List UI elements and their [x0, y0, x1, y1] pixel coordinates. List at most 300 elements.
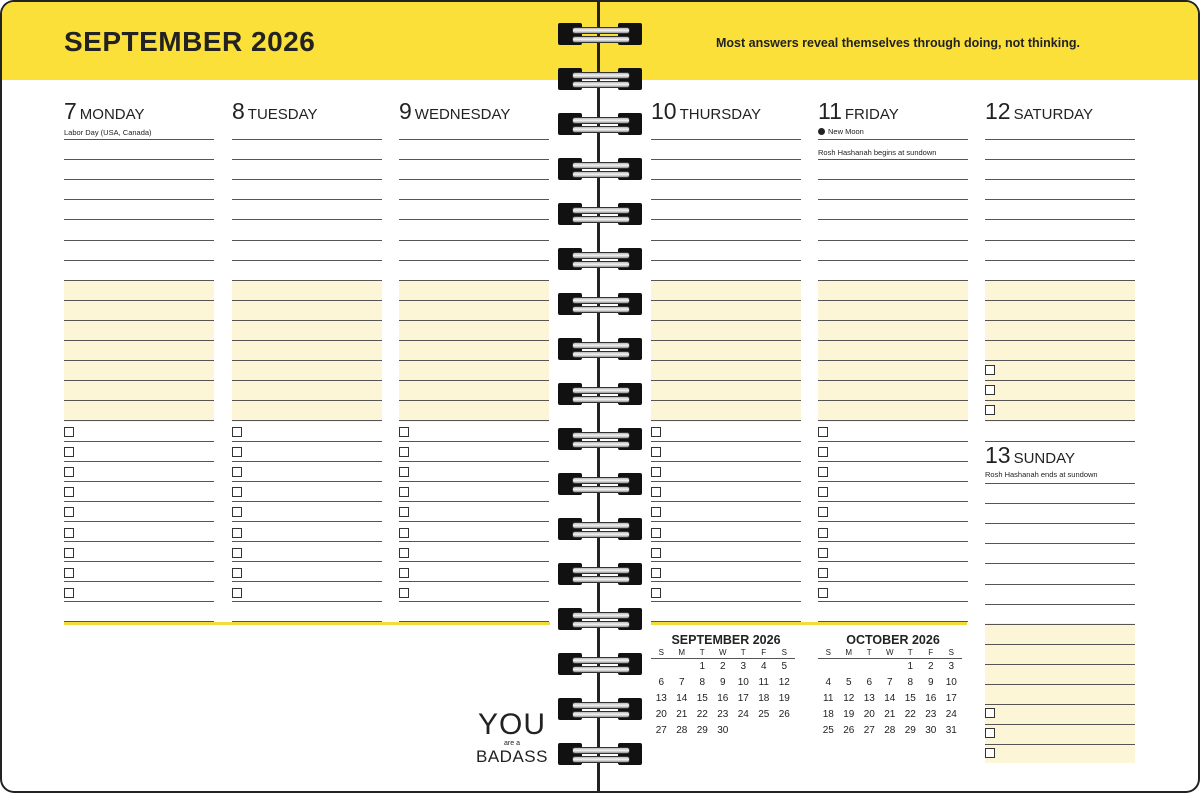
weekday-header: T [740, 648, 746, 657]
ruled-line [985, 624, 1135, 625]
ruled-line [651, 541, 801, 542]
ruled-line [818, 260, 968, 261]
binding-coil [558, 608, 642, 630]
calendar-date: 12 [843, 693, 855, 704]
calendar-date: 27 [863, 725, 875, 736]
binding-coil [558, 563, 642, 585]
binding-coil [558, 698, 642, 720]
ruled-line [64, 501, 214, 502]
section-divider [651, 622, 967, 625]
weekday-header: S [781, 648, 787, 657]
ruled-line [985, 604, 1135, 605]
ruled-line [232, 501, 382, 502]
ruled-line [399, 300, 549, 301]
ruled-line [232, 481, 382, 482]
ruled-line [399, 541, 549, 542]
task-checkbox[interactable] [232, 447, 242, 457]
ruled-line [985, 199, 1135, 200]
ruled-line [651, 521, 801, 522]
ruled-line [818, 199, 968, 200]
calendar-date: 22 [904, 709, 916, 720]
day-header [64, 98, 145, 125]
ruled-line [985, 744, 1135, 745]
ruled-line [985, 503, 1135, 504]
ruled-line [64, 481, 214, 482]
month-title: SEPTEMBER 2026 [64, 26, 316, 57]
task-checkbox[interactable] [399, 588, 409, 598]
ruled-line [818, 420, 968, 421]
task-checkbox[interactable] [399, 568, 409, 578]
calendar-date: 16 [717, 693, 729, 704]
binding-coil [558, 248, 642, 270]
moon-phase-note [818, 127, 864, 136]
task-checkbox[interactable] [651, 487, 661, 497]
task-checkbox[interactable] [64, 588, 74, 598]
ruled-line [399, 199, 549, 200]
task-checkbox[interactable] [232, 507, 242, 517]
ruled-line [399, 260, 549, 261]
calendar-date: 4 [760, 661, 767, 672]
task-checkbox[interactable] [651, 507, 661, 517]
calendar-date: 4 [825, 677, 832, 688]
calendar-date: 6 [866, 677, 873, 688]
ruled-line [64, 461, 214, 462]
ruled-line [232, 219, 382, 220]
ruled-line [651, 260, 801, 261]
task-checkbox[interactable] [651, 427, 661, 437]
ruled-line [818, 501, 968, 502]
task-checkbox[interactable] [232, 548, 242, 558]
ruled-line [64, 360, 214, 361]
calendar-date: 11 [823, 693, 834, 704]
calendar-date: 29 [904, 725, 916, 736]
ruled-line [818, 179, 968, 180]
weekday-header: S [825, 648, 831, 657]
ruled-line [818, 139, 968, 140]
calendar-date: 28 [884, 725, 896, 736]
ruled-line [64, 179, 214, 180]
ruled-line [985, 543, 1135, 544]
ruled-line [651, 179, 801, 180]
ruled-line [399, 340, 549, 341]
ruled-line [818, 240, 968, 241]
ruled-line [651, 561, 801, 562]
ruled-line [818, 340, 968, 341]
calendar-date: 20 [655, 709, 667, 720]
task-checkbox[interactable] [651, 588, 661, 598]
ruled-line [985, 139, 1135, 140]
ruled-line [651, 601, 801, 602]
task-checkbox[interactable] [818, 588, 828, 598]
day-number: 11 [818, 98, 842, 124]
ruled-line [399, 581, 549, 582]
calendar-date: 15 [696, 693, 708, 704]
section-divider [64, 622, 550, 625]
calendar-date: 14 [676, 693, 688, 704]
task-checkbox[interactable] [64, 568, 74, 578]
weekday-header: T [699, 648, 705, 657]
calendar-date: 24 [737, 709, 749, 720]
ruled-line [985, 483, 1135, 484]
binding-coil [558, 473, 642, 495]
day-header [399, 98, 510, 125]
day-number: 8 [232, 98, 245, 124]
ruled-line [64, 199, 214, 200]
calendar-date: 19 [778, 693, 790, 704]
task-checkbox[interactable] [985, 365, 995, 375]
task-checkbox[interactable] [818, 528, 828, 538]
ruled-line [985, 664, 1135, 665]
ruled-line [818, 481, 968, 482]
ruled-line [651, 501, 801, 502]
calendar-date: 21 [884, 709, 896, 720]
calendar-date: 25 [822, 725, 834, 736]
ruled-line [651, 340, 801, 341]
day-number: 7 [64, 98, 77, 124]
calendar-date: 5 [845, 677, 852, 688]
task-checkbox[interactable] [399, 447, 409, 457]
task-checkbox[interactable] [985, 748, 995, 758]
ruled-line [651, 481, 801, 482]
weekday-header: W [885, 648, 894, 657]
day-header [985, 98, 1093, 125]
task-checkbox[interactable] [818, 548, 828, 558]
ruled-line [651, 219, 801, 220]
ruled-line [399, 219, 549, 220]
ruled-line [985, 260, 1135, 261]
day-header [232, 98, 318, 125]
ruled-line [232, 179, 382, 180]
task-checkbox[interactable] [399, 487, 409, 497]
task-checkbox[interactable] [651, 568, 661, 578]
day-number: 10 [651, 98, 677, 124]
binding-coil [558, 158, 642, 180]
ruled-line [399, 179, 549, 180]
calendar-date: 22 [696, 709, 708, 720]
calendar-date: 3 [948, 661, 955, 672]
calendar-date: 2 [927, 661, 934, 672]
holiday-note: Labor Day (USA, Canada) [64, 128, 152, 137]
day-number: 13 [985, 442, 1011, 468]
task-checkbox[interactable] [232, 467, 242, 477]
ruled-line [64, 601, 214, 602]
ruled-line [818, 300, 968, 301]
ruled-line [64, 320, 214, 321]
binding-coil [558, 23, 642, 45]
ruled-line [232, 159, 382, 160]
binding-coil [558, 338, 642, 360]
ruled-line [232, 561, 382, 562]
day-header [818, 98, 899, 125]
binding-coil [558, 653, 642, 675]
ruled-line [399, 521, 549, 522]
ruled-line [64, 400, 214, 401]
ruled-line [818, 320, 968, 321]
task-checkbox[interactable] [818, 568, 828, 578]
calendar-date: 8 [699, 677, 706, 688]
ruled-line [985, 704, 1135, 705]
ruled-line [985, 219, 1135, 220]
task-checkbox[interactable] [232, 427, 242, 437]
ruled-line [232, 521, 382, 522]
ruled-line [232, 541, 382, 542]
calendar-date: 13 [655, 693, 667, 704]
mini-calendar-title: OCTOBER 2026 [846, 633, 940, 647]
ruled-line [818, 521, 968, 522]
ruled-line [64, 260, 214, 261]
logo-badass: BADASS [476, 747, 548, 766]
weekday-header: M [678, 648, 686, 657]
task-checkbox[interactable] [399, 507, 409, 517]
ruled-line [399, 400, 549, 401]
calendar-date: 17 [737, 693, 749, 704]
task-checkbox[interactable] [985, 708, 995, 718]
ruled-line [64, 541, 214, 542]
binding-coil [558, 428, 642, 450]
ruled-line [232, 260, 382, 261]
ruled-line [232, 420, 382, 421]
ruled-line [651, 199, 801, 200]
header-rule [818, 658, 962, 659]
mini-calendar-title: SEPTEMBER 2026 [671, 633, 781, 647]
ruled-line [232, 340, 382, 341]
calendar-date: 26 [843, 725, 855, 736]
task-checkbox[interactable] [651, 528, 661, 538]
ruled-line [985, 159, 1135, 160]
calendar-date: 19 [843, 709, 855, 720]
holiday-note: Rosh Hashanah begins at sundown [818, 148, 937, 157]
task-checkbox[interactable] [985, 385, 995, 395]
ruled-line [651, 300, 801, 301]
ruled-line [399, 139, 549, 140]
ruled-line [399, 280, 549, 281]
task-checkbox[interactable] [399, 467, 409, 477]
ruled-line [399, 240, 549, 241]
ruled-line [64, 561, 214, 562]
calendar-date: 30 [717, 725, 729, 736]
ruled-line [651, 139, 801, 140]
ruled-line [399, 601, 549, 602]
task-checkbox[interactable] [399, 427, 409, 437]
ruled-line [399, 561, 549, 562]
ruled-line [64, 521, 214, 522]
task-checkbox[interactable] [232, 487, 242, 497]
calendar-date: 10 [737, 677, 749, 688]
ruled-line [985, 644, 1135, 645]
day-name: FRIDAY [844, 106, 899, 123]
ruled-line [64, 581, 214, 582]
task-checkbox[interactable] [64, 467, 74, 477]
calendar-date: 10 [945, 677, 957, 688]
ruled-line [399, 481, 549, 482]
calendar-date: 7 [886, 677, 893, 688]
calendar-date: 8 [907, 677, 914, 688]
ruled-line [399, 441, 549, 442]
ruled-line [818, 360, 968, 361]
ruled-line [985, 523, 1135, 524]
holiday-note: Rosh Hashanah ends at sundown [985, 470, 1098, 479]
calendar-date: 2 [719, 661, 726, 672]
ruled-line [232, 461, 382, 462]
calendar-date: 23 [717, 709, 729, 720]
ruled-line [651, 420, 801, 421]
task-checkbox[interactable] [651, 548, 661, 558]
ruled-line [818, 441, 968, 442]
task-checkbox[interactable] [651, 447, 661, 457]
ruled-line [232, 320, 382, 321]
ruled-line [399, 420, 549, 421]
task-checkbox[interactable] [818, 467, 828, 477]
calendar-date: 26 [778, 709, 790, 720]
ruled-line [985, 240, 1135, 241]
calendar-date: 3 [740, 661, 747, 672]
ruled-line [399, 380, 549, 381]
calendar-date: 18 [822, 709, 834, 720]
ruled-line [818, 280, 968, 281]
ruled-line [651, 380, 801, 381]
new-moon-icon [818, 128, 825, 135]
task-checkbox[interactable] [818, 427, 828, 437]
left-page [0, 0, 598, 793]
quote-text: Most answers reveal themselves through doing, not thinking. [716, 36, 1080, 50]
task-checkbox[interactable] [651, 467, 661, 477]
ruled-line [232, 360, 382, 361]
ruled-line [232, 139, 382, 140]
calendar-date: 1 [699, 661, 706, 672]
ruled-line [818, 159, 968, 160]
task-checkbox[interactable] [232, 568, 242, 578]
calendar-date: 11 [758, 677, 769, 688]
ruled-line [651, 360, 801, 361]
ruled-line [651, 461, 801, 462]
ruled-line [399, 461, 549, 462]
calendar-date: 9 [719, 677, 726, 688]
binding-coil [558, 743, 642, 765]
day-name: SATURDAY [1013, 106, 1094, 123]
ruled-line [64, 219, 214, 220]
day-name: WEDNESDAY [414, 106, 511, 123]
binding-coil [558, 113, 642, 135]
task-checkbox[interactable] [232, 588, 242, 598]
ruled-line [818, 380, 968, 381]
ruled-line [985, 360, 1135, 361]
calendar-date: 23 [925, 709, 937, 720]
ruled-line [651, 240, 801, 241]
right-page [600, 0, 1200, 793]
header-rule [651, 658, 795, 659]
weekday-header: S [948, 648, 954, 657]
you-are-a-badass-logo [472, 710, 552, 766]
ruled-line [818, 400, 968, 401]
task-checkbox[interactable] [818, 447, 828, 457]
binding-coil [558, 293, 642, 315]
task-checkbox[interactable] [818, 507, 828, 517]
ruled-line [232, 380, 382, 381]
ruled-line [651, 581, 801, 582]
calendar-date: 12 [778, 677, 790, 688]
calendar-date: 15 [904, 693, 916, 704]
calendar-date: 13 [863, 693, 875, 704]
task-checkbox[interactable] [399, 528, 409, 538]
ruled-line [985, 724, 1135, 725]
ruled-line [64, 420, 214, 421]
day-name: THURSDAY [679, 106, 761, 123]
binding-coil [558, 203, 642, 225]
ruled-line [232, 280, 382, 281]
ruled-line [818, 219, 968, 220]
mini-calendar-september [651, 633, 801, 736]
ruled-line [985, 300, 1135, 301]
calendar-date: 6 [658, 677, 665, 688]
calendar-date: 7 [678, 677, 685, 688]
binding-coil [558, 68, 642, 90]
ruled-line [64, 340, 214, 341]
ruled-line [651, 441, 801, 442]
calendar-date: 17 [945, 693, 957, 704]
ruled-line [232, 300, 382, 301]
calendar-date: 29 [696, 725, 708, 736]
ruled-line [651, 400, 801, 401]
ruled-line [64, 159, 214, 160]
task-checkbox[interactable] [64, 507, 74, 517]
ruled-line [64, 300, 214, 301]
calendar-date: 24 [945, 709, 957, 720]
weekday-header: F [761, 648, 767, 657]
ruled-line [651, 320, 801, 321]
binding-coil [558, 383, 642, 405]
task-checkbox[interactable] [232, 528, 242, 538]
ruled-line [985, 280, 1135, 281]
ruled-line [985, 684, 1135, 685]
task-checkbox[interactable] [64, 487, 74, 497]
day-name: TUESDAY [247, 106, 318, 123]
day-number: 9 [399, 98, 412, 124]
header-band [2, 2, 598, 80]
task-checkbox[interactable] [64, 447, 74, 457]
task-checkbox[interactable] [64, 548, 74, 558]
ruled-line [985, 584, 1135, 585]
task-checkbox[interactable] [64, 528, 74, 538]
calendar-date: 14 [884, 693, 896, 704]
task-checkbox[interactable] [985, 405, 995, 415]
day-header [985, 442, 1075, 469]
calendar-date: 1 [907, 661, 914, 672]
ruled-line [232, 199, 382, 200]
calendar-date: 20 [863, 709, 875, 720]
ruled-line [985, 340, 1135, 341]
task-checkbox[interactable] [985, 728, 995, 738]
weekday-header: T [907, 648, 913, 657]
calendar-date: 18 [758, 693, 770, 704]
ruled-line [818, 601, 968, 602]
calendar-date: 31 [945, 725, 957, 736]
day-name: MONDAY [79, 106, 145, 123]
calendar-date: 9 [927, 677, 934, 688]
ruled-line [985, 380, 1135, 381]
weekday-header: M [845, 648, 853, 657]
ruled-line [232, 601, 382, 602]
task-checkbox[interactable] [818, 487, 828, 497]
ruled-line [64, 240, 214, 241]
task-checkbox[interactable] [399, 548, 409, 558]
calendar-date: 16 [925, 693, 937, 704]
ruled-line [985, 420, 1135, 421]
ruled-line [232, 400, 382, 401]
weekday-header: T [866, 648, 872, 657]
task-checkbox[interactable] [64, 427, 74, 437]
ruled-line [399, 320, 549, 321]
calendar-date: 30 [925, 725, 937, 736]
